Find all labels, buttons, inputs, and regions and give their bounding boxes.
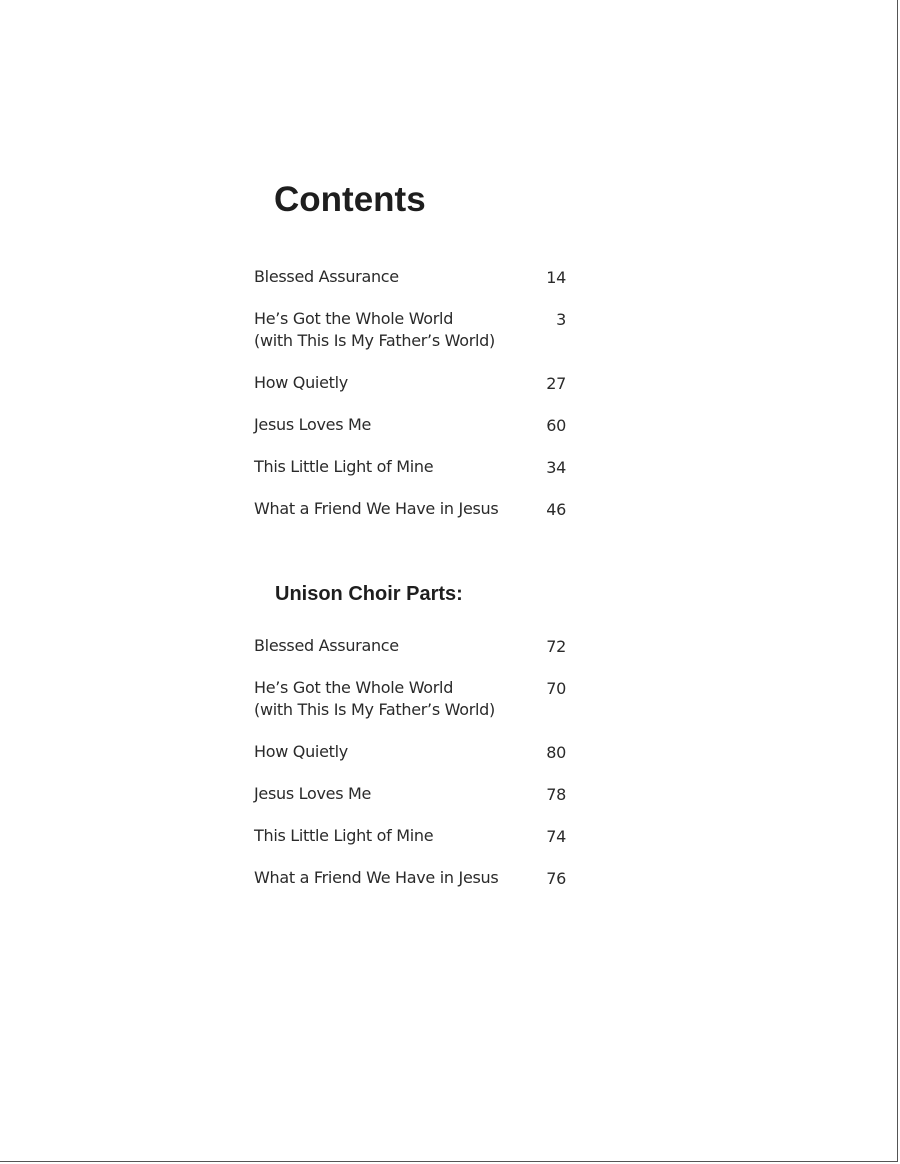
entry-page-number: 78 (546, 785, 566, 804)
entry-title-line: How Quietly (254, 373, 348, 392)
section-heading: Unison Choir Parts: (275, 583, 463, 605)
toc-entry (254, 498, 570, 520)
toc-entry (254, 867, 570, 889)
entry-title-line: What a Friend We Have in Jesus (254, 868, 499, 887)
toc-entry (254, 677, 570, 721)
entry-title-line: Blessed Assurance (254, 636, 399, 655)
entry-page-number: 72 (546, 637, 566, 656)
entry-title (254, 308, 524, 352)
toc-entry (254, 456, 570, 478)
entry-title-line: He’s Got the Whole World (254, 678, 454, 697)
entry-page-number: 46 (546, 500, 566, 519)
entry-page-number: 3 (556, 310, 566, 329)
entry-title-line: Jesus Loves Me (254, 784, 372, 803)
entry-page-number: 27 (546, 374, 566, 393)
choir-parts-list (254, 635, 570, 909)
entry-title (254, 783, 524, 805)
entry-page-number: 70 (546, 679, 566, 698)
entry-title (254, 825, 524, 847)
page-title: Contents (274, 180, 426, 219)
entry-subtitle-line: (with This Is My Father’s World) (254, 331, 495, 350)
entry-title (254, 456, 524, 478)
entry-title (254, 741, 524, 763)
entry-title (254, 498, 524, 520)
entry-page-number: 60 (546, 416, 566, 435)
toc-entry (254, 308, 570, 352)
entry-page-number: 34 (546, 458, 566, 477)
entry-title-line: Blessed Assurance (254, 267, 399, 286)
entry-page-number: 76 (546, 869, 566, 888)
entry-title-line: Jesus Loves Me (254, 415, 372, 434)
entry-page-number: 74 (546, 827, 566, 846)
entry-title (254, 867, 524, 889)
entry-title-line: How Quietly (254, 742, 348, 761)
entry-title (254, 635, 524, 657)
entry-title-line: This Little Light of Mine (254, 457, 434, 476)
contents-list (254, 266, 570, 540)
entry-title-line: What a Friend We Have in Jesus (254, 499, 499, 518)
entry-page-number: 14 (546, 268, 566, 287)
entry-title (254, 372, 524, 394)
toc-entry (254, 372, 570, 394)
toc-entry (254, 825, 570, 847)
toc-entry (254, 783, 570, 805)
entry-title-line: This Little Light of Mine (254, 826, 434, 845)
entry-title (254, 677, 524, 721)
entry-subtitle-line: (with This Is My Father’s World) (254, 700, 495, 719)
toc-entry (254, 635, 570, 657)
toc-entry (254, 741, 570, 763)
toc-entry (254, 266, 570, 288)
entry-title (254, 266, 524, 288)
entry-title (254, 414, 524, 436)
entry-title-line: He’s Got the Whole World (254, 309, 454, 328)
entry-page-number: 80 (546, 743, 566, 762)
toc-entry (254, 414, 570, 436)
